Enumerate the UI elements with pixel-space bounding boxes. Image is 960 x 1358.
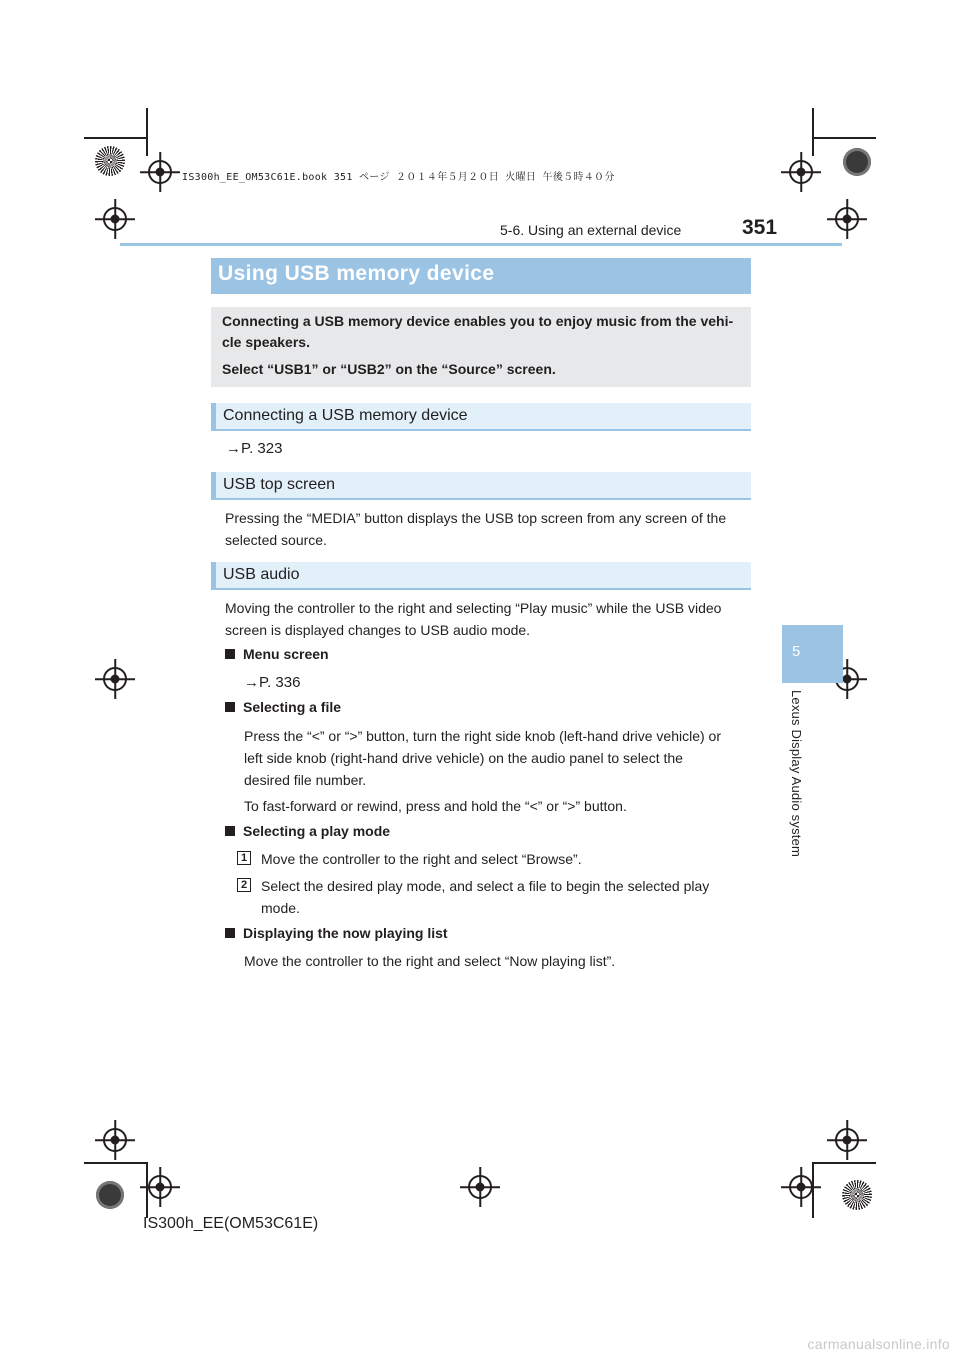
step-text: Select the desired play mode, and select a file to begin the selected play	[261, 878, 710, 894]
square-bullet-icon	[225, 826, 235, 836]
section-heading-audio: USB audio	[211, 562, 751, 590]
registration-mark-icon	[789, 1175, 813, 1199]
square-bullet-icon	[225, 649, 235, 659]
book-info: IS300h_EE_OM53C61E.book 351 ページ ２０１４年５月２０日 火曜日 午後５時４０分	[182, 172, 615, 183]
paragraph-line: Moving the controller to the right and selecting “Play music” while the USB video	[225, 600, 722, 616]
model-id: IS300h_EE(OM53C61E)	[143, 1215, 319, 1232]
paragraph-line: Press the “<” or “>” button, turn the right side knob (left-hand drive vehicle) or	[244, 728, 722, 744]
step-number: 1	[237, 851, 251, 865]
page-reference-link[interactable]: →P. 323	[226, 440, 283, 457]
dark-disc-icon	[96, 1181, 124, 1209]
registration-mark-icon	[103, 667, 127, 691]
bullet-heading: Displaying the now playing list	[225, 925, 448, 941]
bullet-heading: Menu screen	[225, 646, 329, 662]
intro-line: Select “USB1” or “USB2” on the “Source” screen.	[222, 361, 556, 377]
section-reference: 5-6. Using an external device	[500, 222, 682, 238]
paragraph-line: Move the controller to the right and select “Now playing list”.	[244, 953, 616, 969]
registration-mark-icon	[148, 1175, 172, 1199]
paragraph-line: Pressing the “MEDIA” button displays the USB top screen from any screen of the	[225, 510, 727, 526]
bullet-heading: Selecting a file	[225, 699, 341, 715]
square-bullet-icon	[225, 702, 235, 712]
bullet-heading: Selecting a play mode	[225, 823, 390, 839]
chapter-number: 5	[792, 643, 801, 660]
intro-box	[211, 307, 751, 387]
registration-mark-icon	[835, 1128, 859, 1152]
star-target-icon	[95, 146, 125, 176]
dark-disc-icon	[843, 148, 871, 176]
section-heading-top-screen: USB top screen	[211, 472, 751, 500]
paragraph-line: To fast-forward or rewind, press and hold the “<” or “>” button.	[244, 798, 627, 814]
page-number: 351	[742, 216, 778, 239]
header-rule	[120, 243, 842, 246]
section-heading-connecting: Connecting a USB memory device	[211, 403, 751, 431]
page-title-bar	[211, 258, 751, 294]
star-target-icon	[842, 1180, 872, 1210]
registration-mark-icon	[103, 1128, 127, 1152]
chapter-label: Lexus Display Audio system	[789, 690, 804, 858]
paragraph-line: screen is displayed changes to USB audio mode.	[225, 622, 531, 638]
page-reference-link[interactable]: →P. 336	[244, 674, 301, 691]
paragraph-line: selected source.	[225, 532, 327, 548]
step-text: mode.	[261, 900, 300, 916]
chapter-tab	[782, 625, 843, 683]
intro-line: Connecting a USB memory device enables you to enjoy music from the vehi-	[222, 313, 734, 329]
step-text: Move the controller to the right and select “Browse”.	[261, 851, 582, 867]
registration-mark-icon	[789, 160, 813, 184]
square-bullet-icon	[225, 928, 235, 938]
watermark: carmanualsonline.info	[807, 1336, 950, 1352]
page-title: Using USB memory device	[218, 262, 495, 285]
registration-mark-icon	[835, 207, 859, 231]
paragraph-line: desired file number.	[244, 772, 367, 788]
paragraph-line: left side knob (right-hand drive vehicle) on the audio panel to select the	[244, 750, 683, 766]
registration-mark-icon	[103, 207, 127, 231]
intro-line: cle speakers.	[222, 334, 310, 350]
step-number: 2	[237, 878, 251, 892]
registration-mark-icon	[148, 160, 172, 184]
registration-mark-icon	[468, 1175, 492, 1199]
